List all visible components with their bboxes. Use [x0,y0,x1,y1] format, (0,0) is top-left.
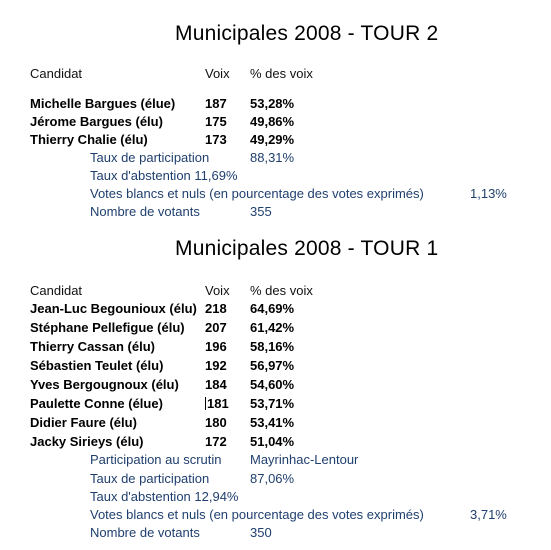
tour1-row-percent: 53,71% [250,396,295,411]
tour1-voters-value: 350 [250,525,272,540]
tour1-row-votes: 207 [205,320,227,335]
tour1-row-percent: 54,60% [250,377,295,392]
tour1-row-percent: 56,97% [250,358,295,373]
tour2-row-percent: 49,86% [250,114,295,129]
tour1-row-name: Didier Faure (élu) [30,415,137,430]
tour1-blank-value: 3,71% [470,507,507,522]
tour1-participation-label: Taux de participation [90,471,210,486]
tour2-abstention: Taux d'abstention 11,69% [90,168,238,183]
tour1-row-percent: 53,41% [250,415,295,430]
tour2-blank-value: 1,13% [470,186,507,201]
tour1-header-percent: % des voix [250,283,313,298]
tour1-voters-label: Nombre de votants [90,525,200,540]
tour1-row-percent: 58,16% [250,339,295,354]
tour2-blank-label: Votes blancs et nuls (en pourcentage des votes exprimés) [90,186,424,201]
tour1-row-votes: 172 [205,434,227,449]
tour1-row-percent: 61,42% [250,320,295,335]
tour2-row-votes: 173 [205,132,227,147]
tour2-row-percent: 49,29% [250,132,295,147]
tour1-abstention: Taux d'abstention 12,94% [90,489,239,504]
tour1-row-percent: 64,69% [250,301,295,316]
tour2-row-percent: 53,28% [250,96,295,111]
tour1-row-votes: 180 [205,415,227,430]
tour1-title: Municipales 2008 - TOUR 1 [175,237,439,260]
tour1-row-name: Yves Bergougnoux (élu) [30,377,179,392]
tour1-scrutin-label: Participation au scrutin [90,452,222,467]
tour1-row-name: Paulette Conne (élue) [30,396,163,411]
text-cursor [205,397,206,410]
tour1-row-percent: 51,04% [250,434,295,449]
tour1-row-name: Stéphane Pellefigue (élu) [30,320,185,335]
tour1-participation-value: 87,06% [250,471,295,486]
tour2-row-votes: 175 [205,114,227,129]
tour2-header-votes: Voix [205,66,230,81]
tour1-row-name: Sébastien Teulet (élu) [30,358,164,373]
tour2-voters-label: Nombre de votants [90,204,200,219]
tour1-header-votes: Voix [205,283,230,298]
tour2-header-percent: % des voix [250,66,313,81]
tour1-row-votes: 218 [205,301,227,316]
tour2-header-candidate: Candidat [30,66,83,81]
tour1-row-name: Jean-Luc Begounioux (élu) [30,301,197,316]
tour2-row-votes: 187 [205,96,227,111]
tour1-row-name: Jacky Sirieys (élu) [30,434,144,449]
tour2-row-name: Jérome Bargues (élu) [30,114,163,129]
tour2-row-name: Thierry Chalie (élu) [30,132,148,147]
tour1-row-votes: 196 [205,339,227,354]
tour2-title: Municipales 2008 - TOUR 2 [175,22,439,45]
tour1-row-votes: 184 [205,377,227,392]
tour1-row-votes: 181 [207,396,229,411]
tour2-participation-label: Taux de participation [90,150,210,165]
tour1-scrutin-value: Mayrinhac-Lentour [250,452,359,467]
tour2-row-name: Michelle Bargues (élue) [30,96,176,111]
tour1-header-candidate: Candidat [30,283,83,298]
tour2-participation-value: 88,31% [250,150,295,165]
tour1-row-votes: 192 [205,358,227,373]
tour1-blank-label: Votes blancs et nuls (en pourcentage des votes exprimés) [90,507,424,522]
tour2-voters-value: 355 [250,204,272,219]
tour1-row-name: Thierry Cassan (élu) [30,339,155,354]
